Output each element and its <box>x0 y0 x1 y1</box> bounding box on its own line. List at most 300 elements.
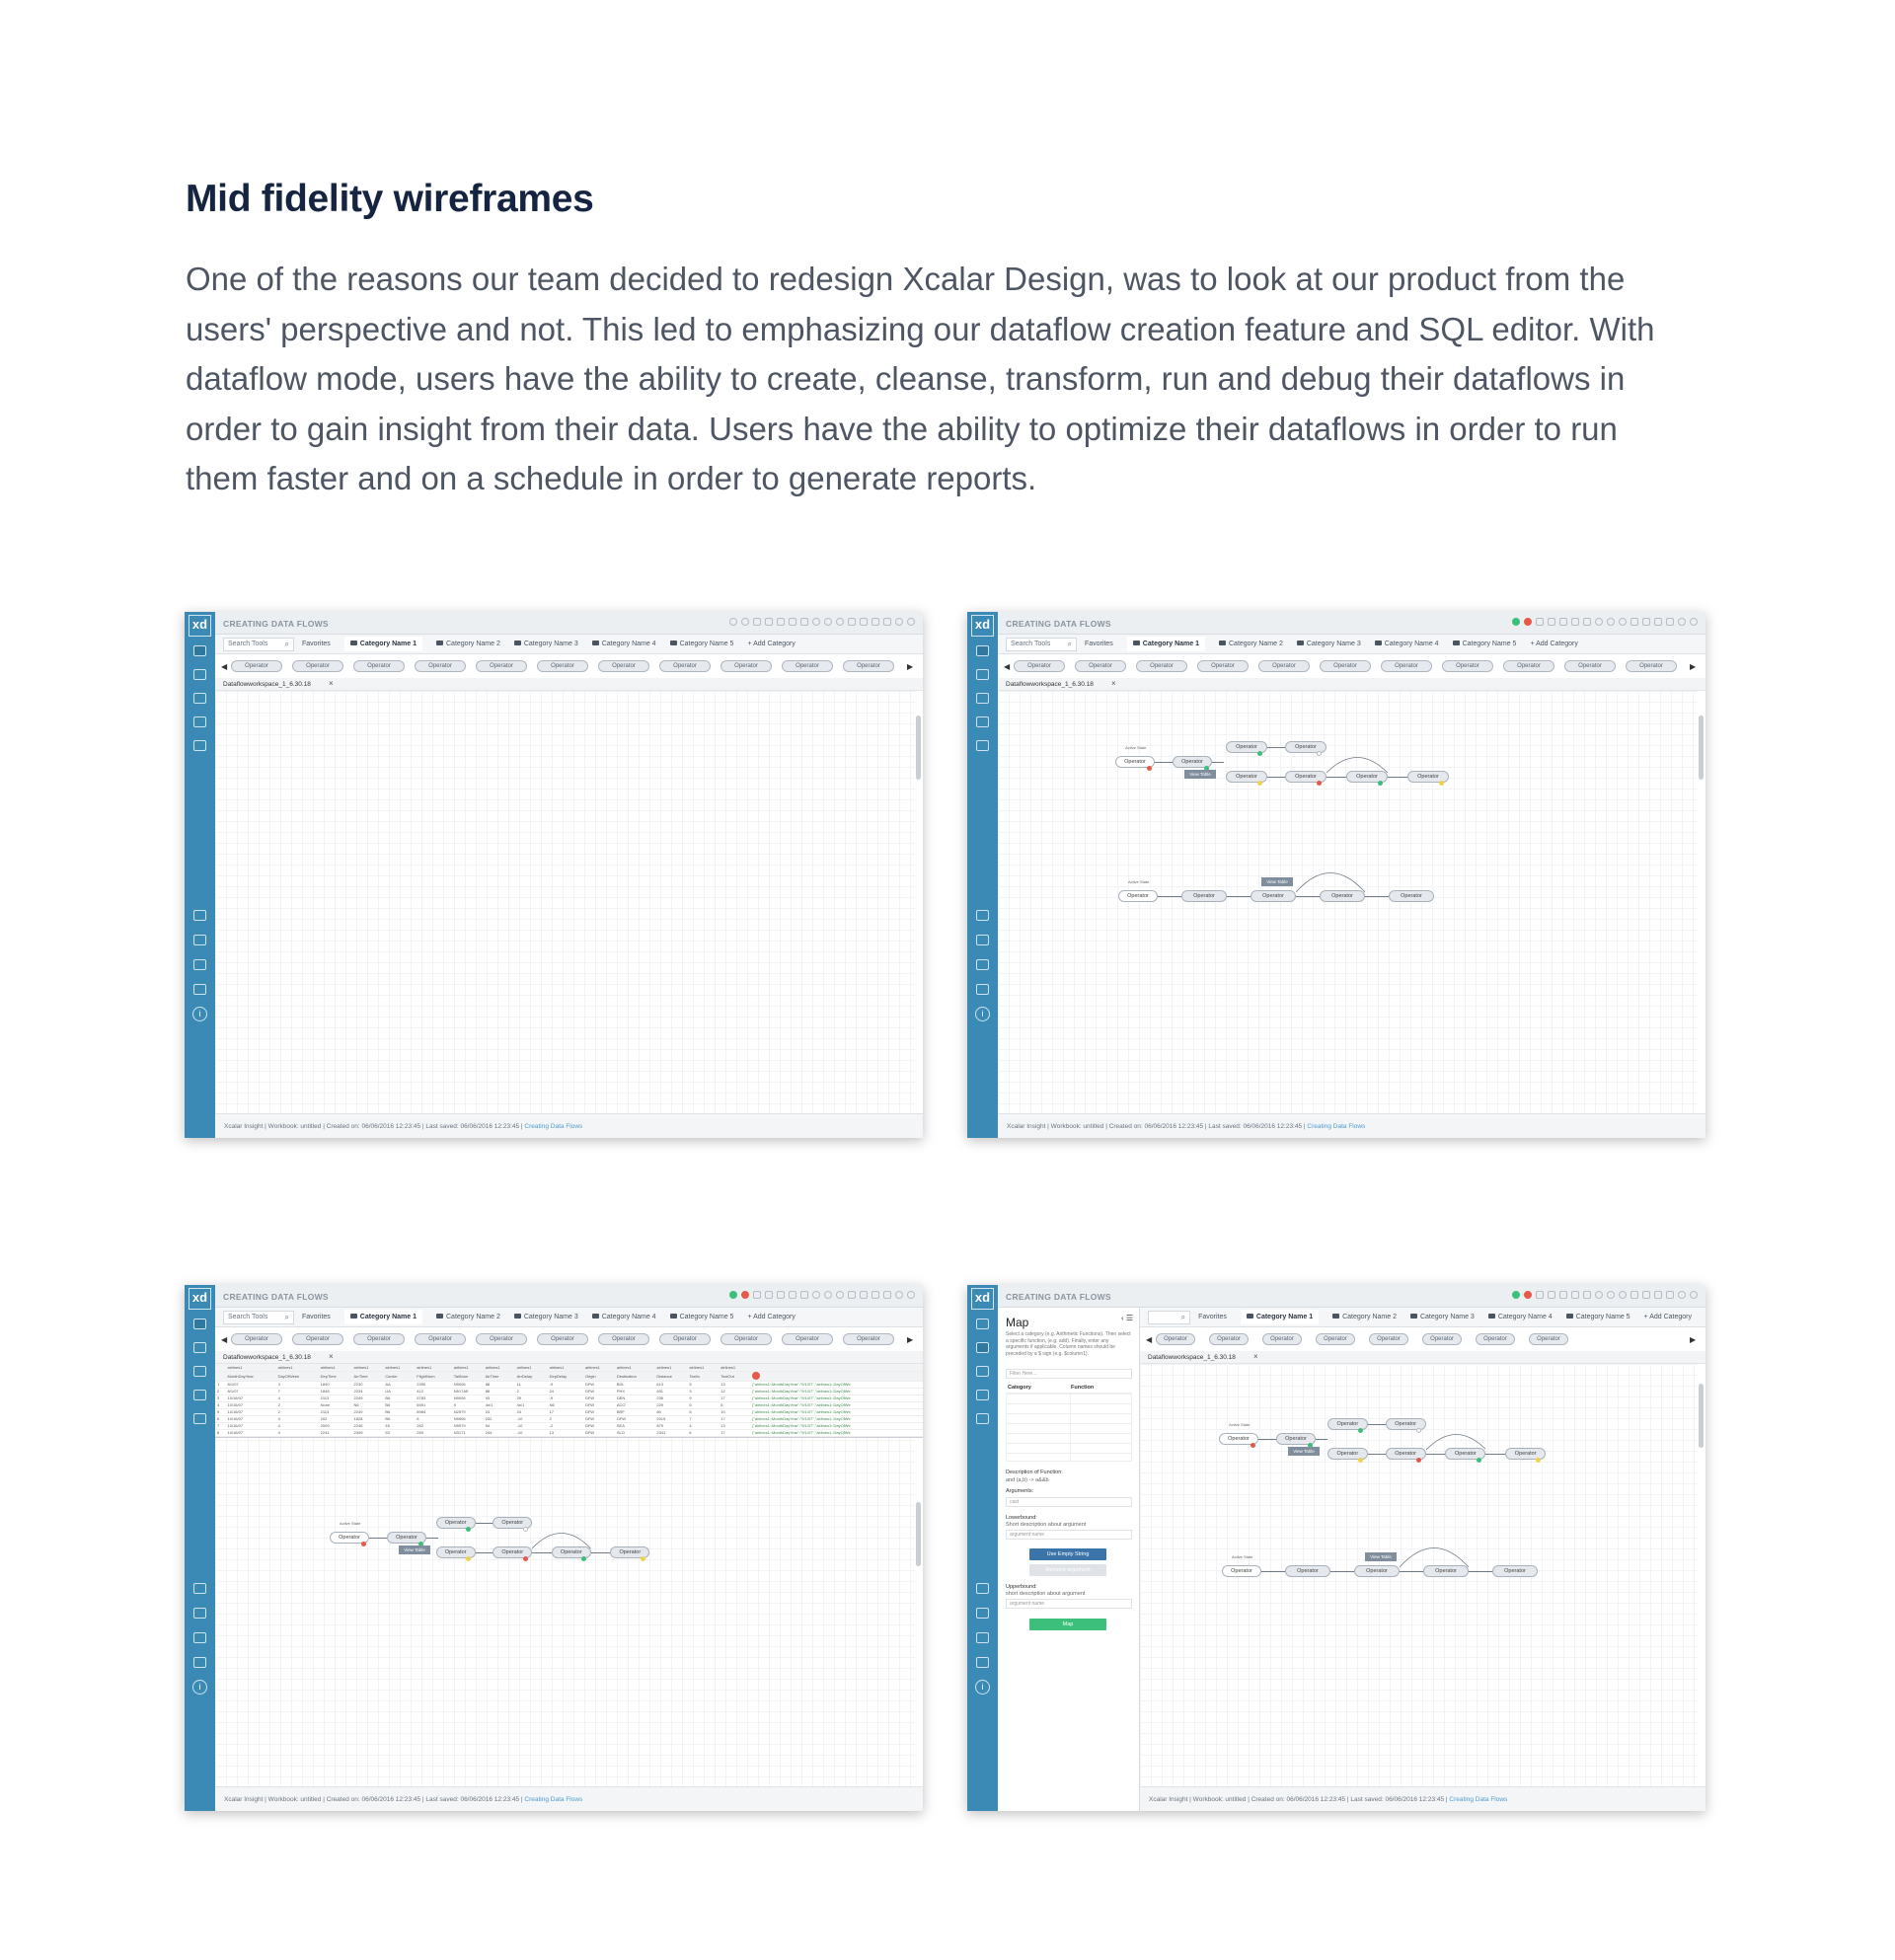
close-icon[interactable]: × <box>1111 679 1116 688</box>
help-icon[interactable] <box>1678 1291 1686 1299</box>
status-dot <box>361 1542 366 1546</box>
table-row[interactable] <box>215 1408 923 1415</box>
column-header[interactable]: Destination <box>615 1371 655 1381</box>
database-icon[interactable] <box>193 669 206 680</box>
book-icon[interactable] <box>193 1632 206 1643</box>
edge <box>532 1552 551 1553</box>
operator-button[interactable]: Operator <box>659 1333 711 1345</box>
edit-icon[interactable] <box>193 645 206 656</box>
operator-button[interactable]: Operator <box>1136 660 1187 672</box>
zoom-out-icon[interactable] <box>1607 1291 1615 1299</box>
edit-icon[interactable] <box>976 1319 989 1329</box>
operator-button[interactable]: Operator <box>1381 660 1432 672</box>
category-tab[interactable] <box>1410 1314 1475 1320</box>
operator-node[interactable]: Operator <box>436 1517 476 1529</box>
scroll-left-icon[interactable]: ◀ <box>221 661 228 671</box>
operator-button[interactable]: Operator <box>292 1333 343 1345</box>
export-icon[interactable] <box>1548 618 1555 626</box>
status-dot <box>1477 1458 1481 1463</box>
scroll-right-icon[interactable]: ▶ <box>907 1334 914 1344</box>
source-node[interactable]: Operator <box>330 1532 369 1544</box>
category-tab[interactable] <box>747 641 795 647</box>
operator-button[interactable]: Operator <box>1564 660 1616 672</box>
status-link[interactable]: Creating Data Flows <box>1449 1796 1508 1803</box>
wireframe-map-panel <box>967 1285 1706 1811</box>
folder-icon[interactable] <box>1559 618 1567 626</box>
upload-icon[interactable] <box>1654 618 1662 626</box>
operator-button[interactable]: Operator <box>843 660 894 672</box>
info-icon[interactable]: i <box>192 1007 207 1021</box>
forward-icon[interactable] <box>753 1291 761 1299</box>
run-icon[interactable] <box>729 1291 737 1299</box>
operator-button[interactable]: Operator <box>353 1333 405 1345</box>
save-icon[interactable] <box>883 618 891 626</box>
database-icon[interactable] <box>976 669 989 680</box>
table-cell: 12 <box>719 1388 750 1395</box>
logo[interactable]: xd <box>189 615 211 637</box>
column-header[interactable]: FlightNum <box>415 1371 452 1381</box>
operator-node[interactable]: Operator <box>493 1546 532 1558</box>
category-tab[interactable] <box>514 641 578 647</box>
operator-node[interactable]: Operator <box>1407 771 1449 783</box>
map-button[interactable]: Map <box>1029 1619 1106 1630</box>
help-icon[interactable] <box>895 618 903 626</box>
operator-button[interactable]: Operator <box>231 1333 282 1345</box>
operator-button[interactable]: Operator <box>720 1333 772 1345</box>
operator-button[interactable]: Operator <box>1422 1333 1462 1345</box>
table-cell: 10/16/07 <box>226 1422 276 1429</box>
category-tab[interactable] <box>747 1314 795 1320</box>
view-table-button[interactable]: View Table <box>1261 877 1293 886</box>
puzzle-icon[interactable] <box>193 1413 206 1424</box>
calendar-icon[interactable] <box>193 716 206 727</box>
category-tab[interactable] <box>1375 641 1439 647</box>
terminal-icon[interactable] <box>193 1608 206 1619</box>
document-icon[interactable] <box>193 984 206 995</box>
operator-node[interactable]: Operator <box>552 1546 591 1558</box>
column-header[interactable]: TailNum <box>452 1371 484 1381</box>
toolbar <box>729 618 915 626</box>
search-tools-input[interactable] <box>1148 1311 1190 1324</box>
operator-node[interactable]: Operator <box>1285 771 1326 783</box>
edge <box>1388 777 1407 778</box>
export-icon[interactable] <box>765 618 773 626</box>
operator-button[interactable]: Operator <box>782 1333 833 1345</box>
table-row[interactable] <box>215 1401 923 1408</box>
category-tab[interactable] <box>436 641 500 647</box>
zoom-in-icon[interactable] <box>812 1291 820 1299</box>
category-tab[interactable] <box>1127 637 1205 651</box>
forward-icon[interactable] <box>1536 618 1544 626</box>
scroll-right-icon[interactable]: ▶ <box>1690 661 1697 671</box>
scroll-right-icon[interactable]: ▶ <box>1690 1334 1697 1344</box>
operator-node[interactable]: Operator <box>1386 1448 1426 1460</box>
operator-button[interactable]: Operator <box>476 1333 527 1345</box>
help-icon[interactable] <box>895 1291 903 1299</box>
source-node[interactable]: Operator <box>1115 756 1155 768</box>
zoom-in-icon[interactable] <box>812 618 820 626</box>
document-icon[interactable] <box>193 1657 206 1668</box>
edit-icon[interactable] <box>193 1319 206 1329</box>
save-icon[interactable] <box>883 1291 891 1299</box>
json-cell: {"airlines1::MonthDayYear":"9/1/07","airlines1::DayOfWe <box>750 1429 923 1436</box>
column-header[interactable]: Origin <box>583 1371 615 1381</box>
operator-button[interactable]: Operator <box>1503 660 1554 672</box>
operator-button[interactable]: Operator <box>292 660 343 672</box>
user-icon[interactable] <box>1690 1291 1698 1299</box>
operator-node[interactable]: Operator <box>1226 771 1267 783</box>
operator-node[interactable]: Operator <box>436 1546 476 1558</box>
operator-button[interactable]: Operator <box>1316 1333 1355 1345</box>
category-bar <box>215 1308 923 1327</box>
column-header[interactable]: TaxiOut <box>719 1371 750 1381</box>
operator-node[interactable]: Operator <box>1327 1448 1368 1460</box>
operator-button[interactable]: Operator <box>1262 1333 1302 1345</box>
dataflow-canvas[interactable] <box>215 691 915 1113</box>
save-icon[interactable] <box>1666 618 1674 626</box>
column-header[interactable]: ArrTime <box>352 1371 384 1381</box>
close-table-icon[interactable] <box>752 1372 760 1380</box>
column-header[interactable]: DepTime <box>319 1371 352 1381</box>
operator-node[interactable]: Operator <box>1423 1565 1469 1577</box>
list-icon[interactable] <box>976 1583 989 1594</box>
category-tab[interactable] <box>1453 641 1517 647</box>
operator-node[interactable]: Operator <box>1173 756 1212 768</box>
operator-node[interactable]: Operator <box>1276 1433 1316 1445</box>
search-tools-input[interactable]: Search Tools ⌕ <box>223 1311 294 1324</box>
export-icon[interactable] <box>1548 1291 1555 1299</box>
table-cell: DFW <box>583 1401 615 1408</box>
redo-icon[interactable] <box>1630 1291 1638 1299</box>
database-icon[interactable] <box>976 1342 989 1353</box>
database-icon[interactable] <box>193 1342 206 1353</box>
operator-node[interactable]: Operator <box>1346 771 1388 783</box>
zoom-out-icon[interactable] <box>1607 618 1615 626</box>
operator-node[interactable]: Operator <box>1389 890 1434 902</box>
edit-icon[interactable] <box>976 645 989 656</box>
edge <box>1155 762 1173 763</box>
table-row[interactable] <box>215 1429 923 1436</box>
run-icon[interactable] <box>1512 618 1520 626</box>
operator-button[interactable]: Operator <box>1209 1333 1249 1345</box>
category-tab[interactable] <box>1219 641 1283 647</box>
source-node[interactable]: Operator <box>1222 1565 1261 1577</box>
table-row[interactable] <box>215 1422 923 1429</box>
dataflow-canvas[interactable] <box>998 691 1698 1113</box>
logo[interactable]: xd <box>971 1288 994 1310</box>
grid-icon[interactable] <box>789 618 796 626</box>
operator-button[interactable]: Operator <box>1320 660 1371 672</box>
run-icon[interactable] <box>729 618 737 626</box>
operator-button[interactable]: Operator <box>231 660 282 672</box>
user-icon[interactable] <box>907 1291 915 1299</box>
app-title: CREATING DATA FLOWS <box>223 619 329 629</box>
view-table-button[interactable]: View Table <box>1184 770 1216 779</box>
operator-button[interactable]: Operator <box>782 660 833 672</box>
scroll-left-icon[interactable]: ◀ <box>1146 1334 1153 1344</box>
operator-node[interactable]: Operator <box>1492 1565 1538 1577</box>
grid-icon[interactable] <box>1571 618 1579 626</box>
history-icon[interactable] <box>860 618 868 626</box>
vertical-scrollbar[interactable] <box>1699 1384 1704 1448</box>
operator-button[interactable]: Operator <box>720 660 772 672</box>
operator-node[interactable]: Operator <box>1251 890 1296 902</box>
stop-icon[interactable] <box>741 618 749 626</box>
book-icon[interactable] <box>976 959 989 970</box>
terminal-icon[interactable] <box>193 935 206 945</box>
close-icon[interactable]: × <box>1253 1352 1258 1361</box>
operator-node[interactable]: Operator <box>1285 1565 1330 1577</box>
undo-icon[interactable] <box>1619 618 1627 626</box>
operator-node[interactable]: Operator <box>493 1517 532 1529</box>
source-node[interactable]: Operator <box>1219 1433 1258 1445</box>
operator-button[interactable]: Operator <box>843 1333 894 1345</box>
operator-button[interactable]: Operator <box>1258 660 1310 672</box>
info-icon[interactable]: i <box>975 1007 990 1021</box>
operator-button[interactable]: Operator <box>537 660 588 672</box>
operator-node[interactable]: Operator <box>1445 1448 1485 1460</box>
column-header[interactable]: DepDelay <box>548 1371 583 1381</box>
grid-icon[interactable] <box>789 1291 796 1299</box>
operator-button[interactable]: Operator <box>1197 660 1249 672</box>
list-icon[interactable] <box>193 910 206 921</box>
redo-icon[interactable] <box>848 618 856 626</box>
category-tab[interactable] <box>302 641 331 647</box>
view-table-button[interactable]: View Table <box>1288 1447 1320 1456</box>
vertical-scrollbar[interactable] <box>916 1502 921 1566</box>
undo-icon[interactable] <box>836 618 844 626</box>
category-tab[interactable] <box>302 1314 331 1320</box>
operator-button[interactable]: Operator <box>415 660 466 672</box>
search-tools-input[interactable]: Search Tools ⌕ <box>223 638 294 651</box>
operator-button[interactable]: Operator <box>1626 660 1677 672</box>
category-function-list[interactable] <box>1006 1393 1132 1462</box>
book-icon[interactable] <box>193 959 206 970</box>
operator-node[interactable]: Operator <box>1327 1418 1368 1430</box>
close-icon[interactable]: × <box>329 1352 334 1361</box>
help-icon[interactable] <box>1678 618 1686 626</box>
category-tab[interactable] <box>1085 641 1113 647</box>
view-table-button[interactable]: View Table <box>399 1545 430 1554</box>
document-icon[interactable] <box>976 984 989 995</box>
column-header[interactable]: MonthDayYear <box>226 1371 276 1381</box>
scroll-right-icon[interactable]: ▶ <box>907 661 914 671</box>
args-input[interactable]: cast <box>1006 1497 1132 1507</box>
operator-button[interactable]: Operator <box>1156 1333 1195 1345</box>
close-icon[interactable]: × <box>329 679 334 688</box>
lowerbound-input[interactable]: argument name <box>1006 1530 1132 1540</box>
calendar-icon[interactable] <box>976 716 989 727</box>
operator-button[interactable]: Operator <box>476 660 527 672</box>
category-tab[interactable] <box>592 1314 656 1320</box>
category-tab[interactable] <box>670 1314 734 1320</box>
category-label: + Add Category <box>1643 1314 1692 1320</box>
puzzle-icon[interactable] <box>193 740 206 751</box>
category-tab[interactable] <box>1566 1314 1630 1320</box>
monitor-icon[interactable] <box>976 1366 989 1377</box>
category-tab[interactable] <box>344 1310 422 1324</box>
operator-node[interactable]: Operator <box>1285 741 1326 753</box>
save-icon[interactable] <box>1666 1291 1674 1299</box>
user-icon[interactable] <box>907 618 915 626</box>
category-tab[interactable] <box>1297 641 1361 647</box>
category-tab[interactable] <box>1198 1314 1227 1320</box>
history-icon[interactable] <box>1642 618 1650 626</box>
status-link[interactable]: Creating Data Flows <box>524 1123 583 1130</box>
category-label: + Add Category <box>1530 641 1578 647</box>
table-cell: 1848 <box>319 1388 352 1395</box>
filter-input[interactable]: Filter Here... <box>1006 1369 1132 1379</box>
operator-node[interactable]: Operator <box>1354 1565 1400 1577</box>
upload-icon[interactable] <box>872 618 879 626</box>
workspace-tab[interactable] <box>215 1351 923 1364</box>
user-icon[interactable] <box>1690 618 1698 626</box>
terminal-icon[interactable] <box>976 935 989 945</box>
book-icon[interactable] <box>976 1632 989 1643</box>
category-bar <box>215 635 923 654</box>
status-link[interactable]: Creating Data Flows <box>524 1796 583 1803</box>
operator-button[interactable]: Operator <box>1014 660 1065 672</box>
puzzle-icon[interactable] <box>976 1413 989 1424</box>
column-header[interactable]: ArrDelay <box>515 1371 548 1381</box>
operator-node[interactable]: Operator <box>610 1546 649 1558</box>
operator-node[interactable]: Operator <box>1386 1418 1426 1430</box>
folder-icon[interactable] <box>777 1291 785 1299</box>
forward-icon[interactable] <box>1536 1291 1544 1299</box>
zoom-out-icon[interactable] <box>824 618 832 626</box>
operator-button[interactable]: Operator <box>598 660 649 672</box>
zoom-out-icon[interactable] <box>824 1291 832 1299</box>
stop-icon[interactable] <box>741 1291 749 1299</box>
operator-button[interactable]: Operator <box>1442 660 1493 672</box>
column-header[interactable]: DayOfWeek <box>276 1371 319 1381</box>
category-tab[interactable] <box>344 637 422 651</box>
menu-icon[interactable] <box>800 1291 808 1299</box>
category-tab[interactable] <box>1488 1314 1553 1320</box>
operator-node[interactable]: Operator <box>1226 741 1267 753</box>
category-tab[interactable] <box>1644 1314 1692 1320</box>
column-header[interactable]: AirTime <box>484 1371 515 1381</box>
terminal-icon[interactable] <box>976 1608 989 1619</box>
monitor-icon[interactable] <box>193 1366 206 1377</box>
undo-icon[interactable] <box>1619 1291 1627 1299</box>
upperbound-input[interactable]: argument name <box>1006 1599 1132 1609</box>
grid-icon[interactable] <box>1571 1291 1579 1299</box>
vertical-scrollbar[interactable] <box>1699 716 1704 780</box>
history-icon[interactable] <box>1642 1291 1650 1299</box>
workspace-tab[interactable] <box>1140 1351 1706 1364</box>
upload-icon[interactable] <box>1654 1291 1662 1299</box>
category-tab[interactable] <box>1530 641 1577 647</box>
operator-node[interactable]: Operator <box>387 1532 426 1544</box>
table-row[interactable] <box>215 1388 923 1395</box>
logo[interactable]: xd <box>189 1288 211 1310</box>
menu-icon[interactable] <box>1583 1291 1591 1299</box>
category-tab[interactable] <box>592 641 656 647</box>
source-node[interactable]: Operator <box>1118 890 1158 902</box>
table-cell: 2113 <box>319 1395 352 1401</box>
category-tab[interactable] <box>1332 1314 1397 1320</box>
status-link[interactable]: Creating Data Flows <box>1307 1123 1366 1130</box>
zoom-in-icon[interactable] <box>1595 1291 1603 1299</box>
operator-button[interactable]: Operator <box>537 1333 588 1345</box>
stop-icon[interactable] <box>1524 618 1532 626</box>
remove-argument-button[interactable]: Remove argument <box>1029 1564 1106 1576</box>
table-row[interactable] <box>215 1381 923 1388</box>
folder-icon <box>350 1314 357 1319</box>
operator-button[interactable]: Operator <box>1369 1333 1408 1345</box>
calendar-icon[interactable] <box>976 1390 989 1400</box>
calendar-icon[interactable] <box>193 1390 206 1400</box>
table-cell: 10/16/07 <box>226 1429 276 1436</box>
column-header[interactable]: TaxiIn <box>687 1371 719 1381</box>
category-tab[interactable] <box>436 1314 500 1320</box>
scroll-left-icon[interactable]: ◀ <box>1004 661 1011 671</box>
undo-icon[interactable] <box>836 1291 844 1299</box>
forward-icon[interactable] <box>753 618 761 626</box>
redo-icon[interactable] <box>848 1291 856 1299</box>
collapse-icon[interactable]: ‹ ☰ <box>1120 1314 1133 1322</box>
monitor-icon[interactable] <box>976 693 989 704</box>
upload-icon[interactable] <box>872 1291 879 1299</box>
zoom-in-icon[interactable] <box>1595 618 1603 626</box>
vertical-scrollbar[interactable] <box>916 716 921 780</box>
empty-string-button[interactable]: Use Empty String <box>1029 1548 1106 1560</box>
redo-icon[interactable] <box>1630 618 1638 626</box>
operator-button[interactable]: Operator <box>1529 1333 1568 1345</box>
folder-icon[interactable] <box>1559 1291 1567 1299</box>
folder-icon[interactable] <box>777 618 785 626</box>
info-icon[interactable]: i <box>975 1680 990 1695</box>
document-icon[interactable] <box>976 1657 989 1668</box>
category-tab[interactable] <box>1241 1310 1319 1324</box>
operator-node[interactable]: Operator <box>1320 890 1365 902</box>
operator-button[interactable]: Operator <box>659 660 711 672</box>
scroll-left-icon[interactable]: ◀ <box>221 1334 228 1344</box>
run-icon[interactable] <box>1512 1291 1520 1299</box>
column-header[interactable]: Carrier <box>383 1371 415 1381</box>
operator-button[interactable]: Operator <box>1476 1333 1515 1345</box>
category-tab[interactable] <box>670 641 734 647</box>
logo[interactable]: xd <box>971 615 994 637</box>
operator-button[interactable]: Operator <box>1075 660 1126 672</box>
operator-button[interactable]: Operator <box>598 1333 649 1345</box>
list-icon[interactable] <box>193 1583 206 1594</box>
export-icon[interactable] <box>765 1291 773 1299</box>
monitor-icon[interactable] <box>193 693 206 704</box>
column-header[interactable]: Distance <box>654 1371 687 1381</box>
table-row[interactable] <box>215 1415 923 1422</box>
operator-node[interactable]: Operator <box>1505 1448 1546 1460</box>
list-icon[interactable] <box>976 910 989 921</box>
stop-icon[interactable] <box>1524 1291 1532 1299</box>
category-tab[interactable] <box>514 1314 578 1320</box>
operator-button[interactable]: Operator <box>415 1333 466 1345</box>
operator-node[interactable]: Operator <box>1181 890 1227 902</box>
operator-button[interactable]: Operator <box>353 660 405 672</box>
table-row[interactable] <box>215 1395 923 1401</box>
json-cell: {"airlines1::MonthDayYear":"9/1/07","airlines1::DayOfWe <box>750 1401 923 1408</box>
menu-icon[interactable] <box>1583 618 1591 626</box>
search-tools-input[interactable]: Search Tools ⌕ <box>1006 638 1077 651</box>
puzzle-icon[interactable] <box>976 740 989 751</box>
view-table-button[interactable]: View Table <box>1365 1552 1397 1561</box>
history-icon[interactable] <box>860 1291 868 1299</box>
info-icon[interactable]: i <box>192 1680 207 1695</box>
menu-icon[interactable] <box>800 618 808 626</box>
workspace-tab[interactable] <box>998 678 1706 691</box>
workspace-tab[interactable] <box>215 678 923 691</box>
